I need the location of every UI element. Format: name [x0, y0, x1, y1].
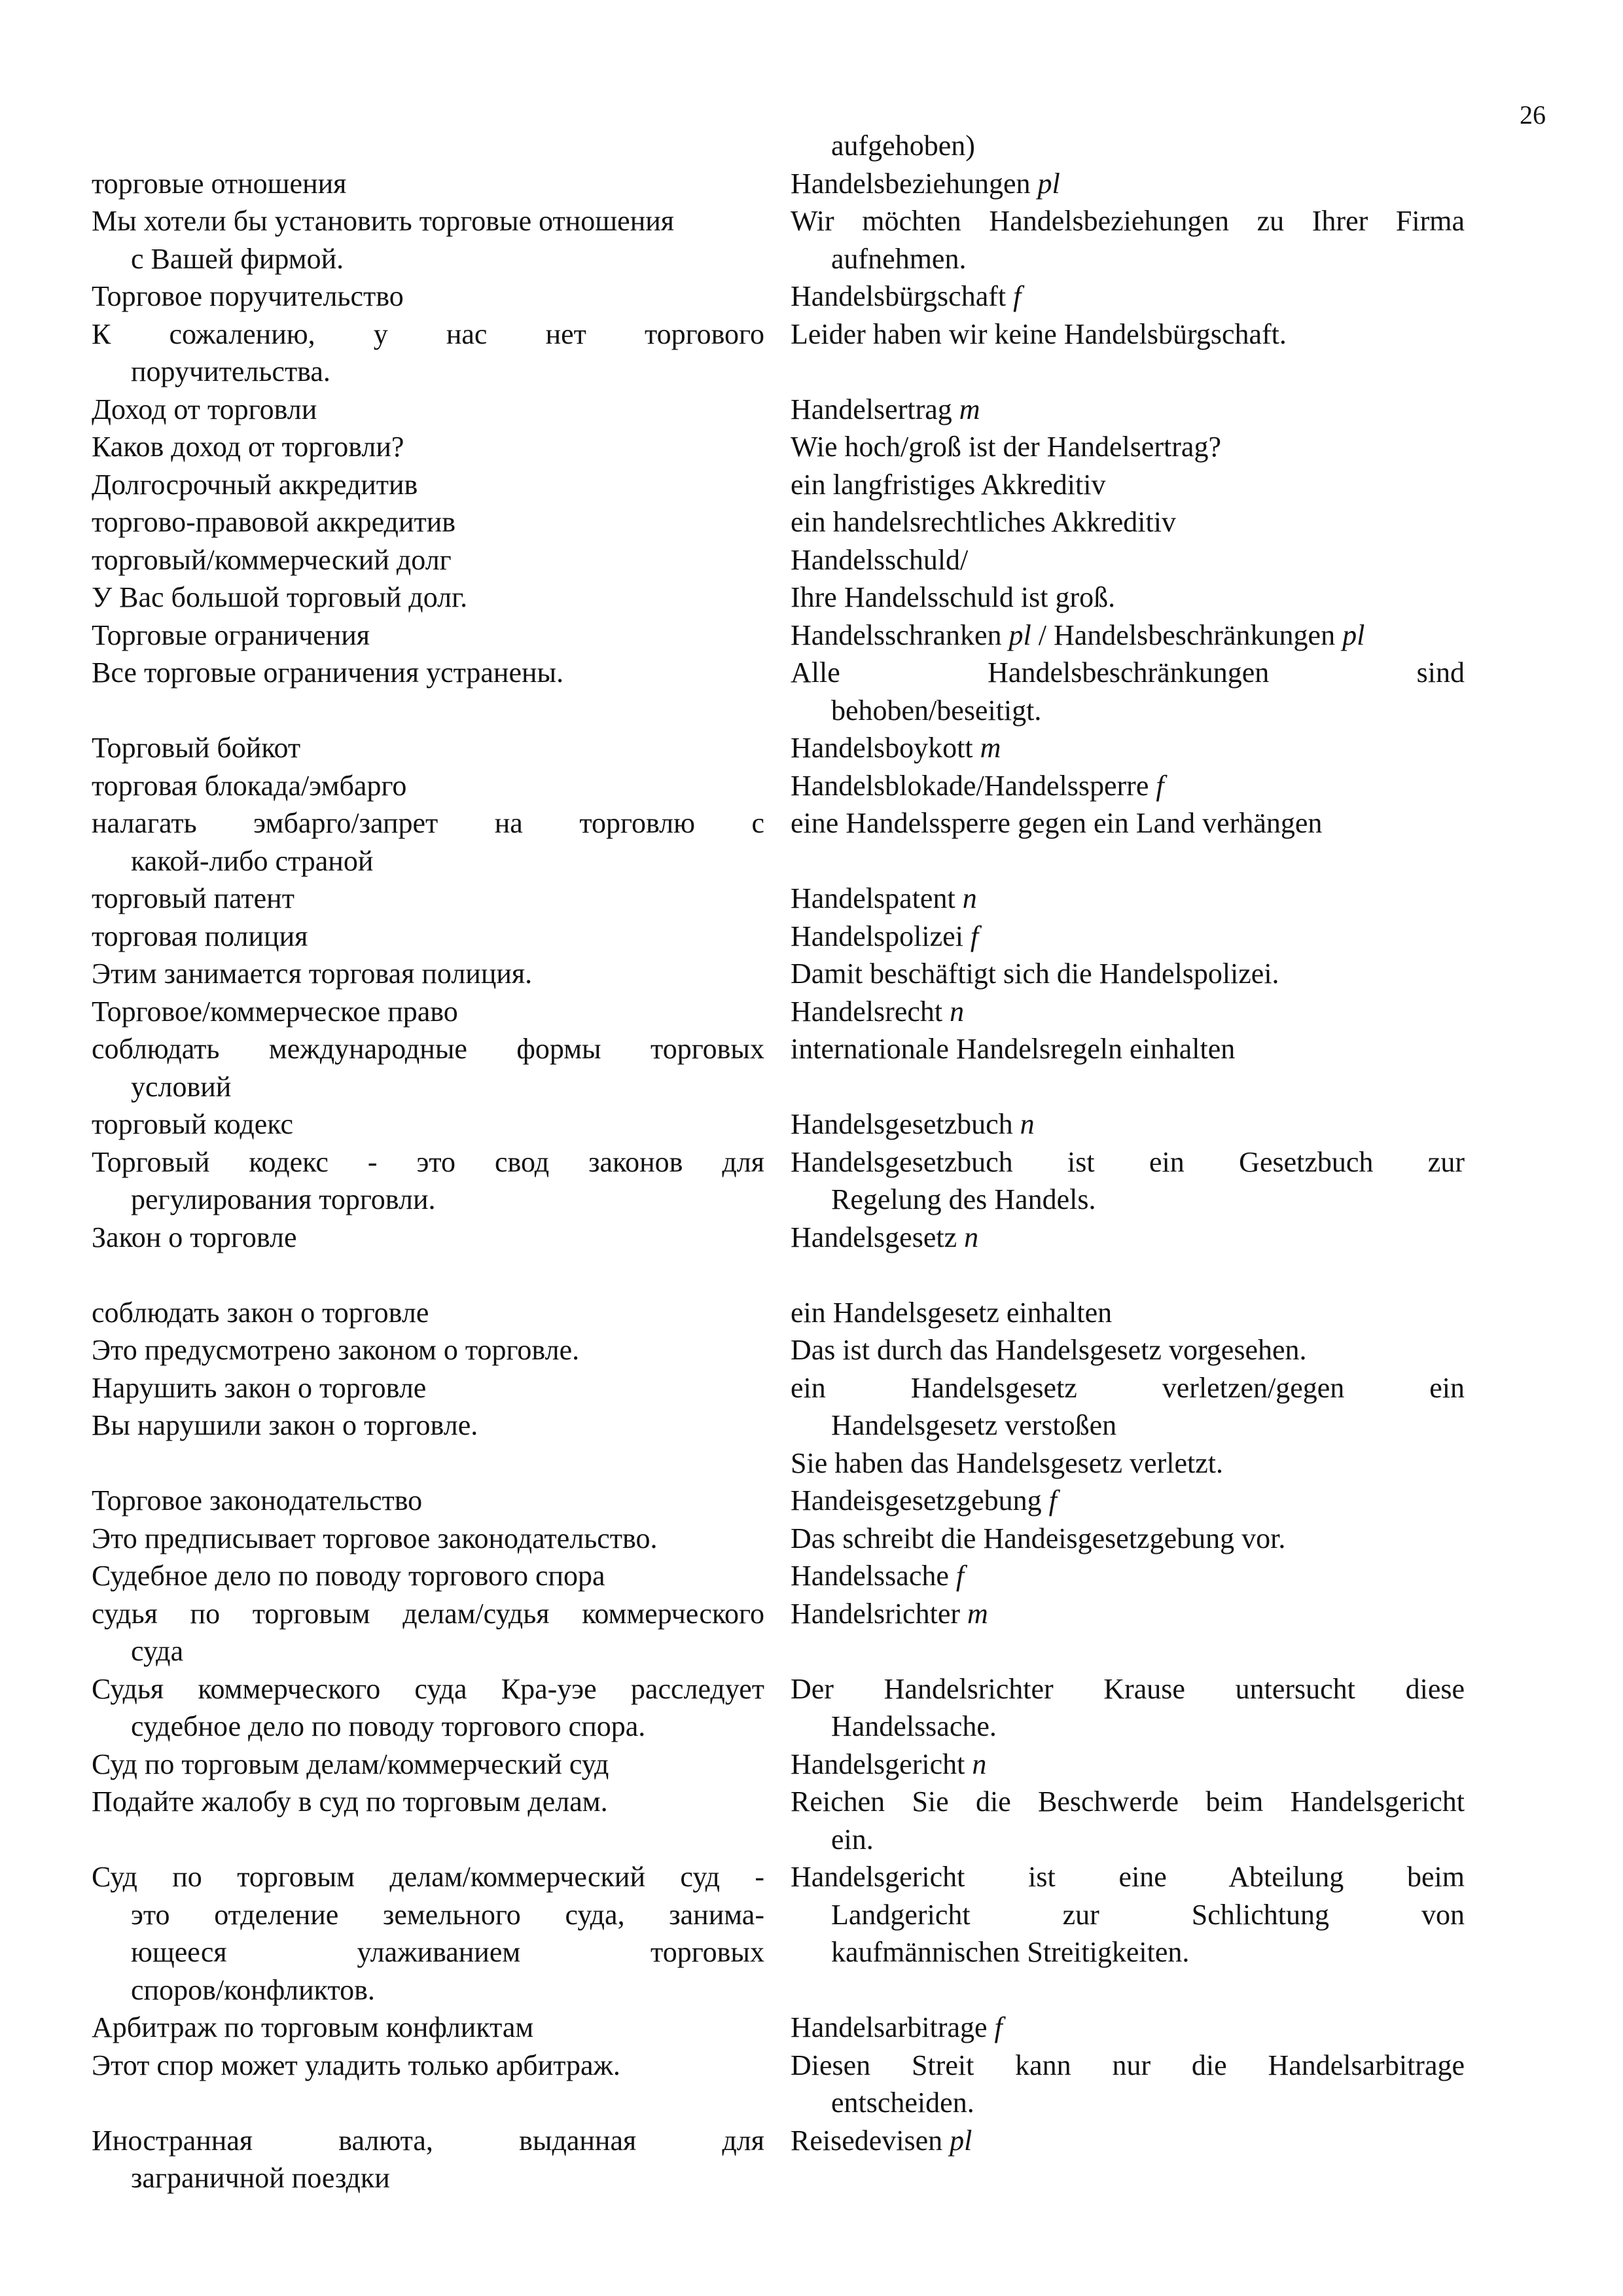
- de-entry: [791, 1030, 1465, 1068]
- de-entry: [791, 993, 1465, 1031]
- ru-entry: [92, 428, 764, 466]
- de-entry: [791, 729, 1465, 767]
- de-entry: [791, 127, 1465, 165]
- de-entry: [791, 579, 1465, 617]
- ru-term: Суд по торговым делам/коммерческий суд -: [92, 1861, 764, 1893]
- de-entry: [791, 1858, 1465, 1971]
- ru-continuation: поручительства.: [131, 355, 330, 387]
- de-entry: [791, 1294, 1465, 1332]
- de-entry: [791, 767, 1465, 805]
- ru-term: Торговое/коммерческое право: [92, 995, 458, 1028]
- de-term: Handelsarbitrage: [791, 2011, 988, 2043]
- ru-term: Этот спор может уладить только арбитраж.: [92, 2049, 620, 2081]
- de-entry: [791, 1331, 1465, 1369]
- de-entry: [791, 278, 1465, 315]
- de-term: Handelspolizei: [791, 920, 963, 952]
- ru-entry: [92, 278, 764, 315]
- ru-entry: [92, 1670, 764, 1746]
- de-term: ein Handelsgesetz verletzen/gegen ein: [791, 1371, 1465, 1404]
- de-term: Handelsbeziehungen: [791, 167, 1031, 200]
- de-term: Wie hoch/groß ist der Handelsertrag?: [791, 431, 1221, 463]
- de-entry: [791, 1520, 1465, 1558]
- de-entry: [791, 165, 1465, 203]
- de-term: Handelsgesetzbuch: [791, 1108, 1013, 1140]
- ru-entry: [92, 466, 764, 504]
- ru-entry: [92, 391, 764, 429]
- ru-entry: [92, 202, 764, 278]
- de-term: eine Handelssperre gegen ein Land verhängen: [791, 807, 1323, 839]
- de-entry: [791, 503, 1465, 541]
- de-entry: [791, 804, 1465, 842]
- de-entry: [791, 466, 1465, 504]
- ru-term: Нарушить закон о торговле: [92, 1371, 427, 1404]
- ru-term: Суд по торговым делам/коммерческий суд: [92, 1748, 609, 1780]
- de-term: Damit beschäftigt sich die Handelspolizei.: [791, 958, 1279, 990]
- de-entry: [791, 654, 1465, 729]
- ru-term: Судебное дело по поводу торгового спора: [92, 1560, 605, 1592]
- ru-continuation: регулирования торговли.: [131, 1183, 436, 1215]
- de-entry: [791, 617, 1465, 655]
- de-continuation: aufnehmen.: [831, 242, 967, 275]
- ru-continuation: заграничной поездки: [131, 2162, 390, 2194]
- ru-continuation: с Вашей фирмой.: [131, 242, 344, 275]
- grammar-marker: n: [972, 1748, 987, 1780]
- ru-continuation: ющееся улаживанием торговых: [131, 1936, 764, 1968]
- de-entry: [791, 1482, 1465, 1520]
- de-continuation: Handelsgesetz verstoßen: [831, 1409, 1117, 1441]
- de-entry: [791, 1783, 1465, 1858]
- grammar-marker: n: [962, 882, 977, 914]
- ru-term: торговые отношения: [92, 167, 347, 200]
- ru-term: Торговое законодательство: [92, 1484, 423, 1516]
- de-term: Handelsgesetzbuch ist ein Gesetzbuch zur: [791, 1145, 1465, 1178]
- grammar-marker: m: [959, 393, 980, 425]
- de-continuation: Handelssache.: [831, 1710, 997, 1742]
- de-term: Handeisgesetzgebung: [791, 1484, 1042, 1516]
- de-term: Handelsrichter: [791, 1597, 960, 1630]
- de-entry: [791, 918, 1465, 956]
- ru-entry: [92, 165, 764, 203]
- grammar-marker: pl: [1342, 619, 1365, 651]
- ru-term: Доход от торговли: [92, 393, 317, 425]
- ru-continuation: это отделение земельного суда, занима-: [131, 1898, 764, 1931]
- ru-entry: [92, 955, 764, 993]
- de-entry: [791, 880, 1465, 918]
- ru-entry: [92, 1746, 764, 1784]
- de-term: Wir möchten Handelsbeziehungen zu Ihrer Firma: [791, 205, 1465, 237]
- ru-term: судья по торговым делам/судья коммерческого: [92, 1597, 764, 1630]
- grammar-marker: n: [950, 995, 965, 1028]
- de-term: ein langfristiges Akkreditiv: [791, 468, 1106, 501]
- ru-entry: [92, 729, 764, 767]
- ru-term: Это предписывает торговое законодательство.: [92, 1522, 658, 1554]
- de-term: Handelsgericht: [791, 1748, 965, 1780]
- de-term: Sie haben das Handelsgesetz verletzt.: [791, 1446, 1223, 1479]
- ru-term: соблюдать международные формы торговых: [92, 1033, 764, 1065]
- de-term: Handelsboykott: [791, 732, 973, 764]
- ru-continuation: какой-либо страной: [131, 844, 374, 877]
- de-entry: [791, 1444, 1465, 1482]
- ru-continuation: судебное дело по поводу торгового спора.: [131, 1710, 646, 1742]
- ru-entry: [92, 918, 764, 956]
- de-continuation: Landgericht zur Schlichtung von: [831, 1898, 1465, 1931]
- ru-entry: [92, 1294, 764, 1332]
- ru-term: торговая блокада/эмбарго: [92, 769, 407, 802]
- de-entry: [791, 428, 1465, 466]
- de-entry: [791, 1143, 1465, 1219]
- ru-term: У Вас большой торговый долг.: [92, 581, 468, 613]
- de-term: Ihre Handelsschuld ist groß.: [791, 581, 1116, 613]
- de-entry: [791, 1746, 1465, 1784]
- ru-term: торговый патент: [92, 882, 294, 914]
- ru-term: налагать эмбарго/запрет на торговлю с: [92, 807, 764, 839]
- ru-entry: [92, 1858, 764, 2009]
- ru-term: торговый/коммерческий долг: [92, 543, 452, 576]
- grammar-marker: pl: [1037, 167, 1060, 200]
- grammar-marker: n: [964, 1221, 979, 1253]
- de-term: Handelspatent: [791, 882, 955, 914]
- ru-term: Каков доход от торговли?: [92, 431, 404, 463]
- ru-term: Торговое поручительство: [92, 280, 404, 312]
- ru-term: Торговые ограничения: [92, 619, 370, 651]
- de-term: Der Handelsrichter Krause untersucht diese: [791, 1672, 1465, 1705]
- ru-entry: [92, 993, 764, 1031]
- ru-term: Торговый бойкот: [92, 732, 301, 764]
- ru-entry: [92, 315, 764, 391]
- ru-entry: [92, 1030, 764, 1105]
- ru-entry: [92, 1482, 764, 1520]
- ru-entry: [92, 1143, 764, 1219]
- grammar-marker: m: [980, 732, 1001, 764]
- ru-entry: [92, 1407, 764, 1444]
- de-term: ein handelsrechtliches Akkreditiv: [791, 506, 1176, 538]
- grammar-marker: f: [994, 2011, 1003, 2043]
- de-continuation: Regelung des Handels.: [831, 1183, 1096, 1215]
- ru-entry: [92, 541, 764, 579]
- ru-entry: [92, 654, 764, 692]
- ru-term: Судья коммерческого суда Кра-уэе расследует: [92, 1672, 764, 1705]
- de-entry: [791, 955, 1465, 993]
- grammar-marker: pl: [950, 2124, 972, 2157]
- de-entry: [791, 541, 1465, 579]
- de-term: Handelsrecht: [791, 995, 943, 1028]
- grammar-marker: f: [1013, 280, 1022, 312]
- ru-term: торговая полиция: [92, 920, 308, 952]
- de-entry: [791, 2009, 1465, 2047]
- de-term: Diesen Streit kann nur die Handelsarbitrage: [791, 2049, 1465, 2081]
- de-term: Handelsschranken: [791, 619, 1002, 651]
- de-term: Handelsertrag: [791, 393, 952, 425]
- ru-entry: [92, 2047, 764, 2085]
- de-term: Reichen Sie die Beschwerde beim Handelsgericht: [791, 1785, 1465, 1818]
- de-continuation: entscheiden.: [831, 2087, 974, 2119]
- de-entry: [791, 1670, 1465, 1746]
- ru-term: К сожалению, у нас нет торгового: [92, 317, 764, 350]
- de-term: Reisedevisen: [791, 2124, 943, 2157]
- ru-term: Вы нарушили закон о торговле.: [92, 1409, 478, 1441]
- ru-term: Подайте жалобу в суд по торговым делам.: [92, 1785, 608, 1818]
- de-entry: [791, 1219, 1465, 1257]
- de-term: Das schreibt die Handeisgesetzgebung vor.: [791, 1522, 1286, 1554]
- de-term: internationale Handelsregeln einhalten: [791, 1033, 1236, 1065]
- grammar-marker: f: [970, 920, 979, 952]
- de-term: ein Handelsgesetz einhalten: [791, 1296, 1113, 1329]
- ru-entry: [92, 1595, 764, 1670]
- grammar-marker: pl: [1008, 619, 1031, 651]
- grammar-marker: f: [1156, 769, 1164, 802]
- ru-term: Долгосрочный аккредитив: [92, 468, 418, 501]
- ru-entry: [92, 1520, 764, 1558]
- ru-term: Это предусмотрено законом о торговле.: [92, 1334, 580, 1366]
- de-entry: [791, 1369, 1465, 1444]
- ru-term: Закон о торговле: [92, 1221, 297, 1253]
- de-entry: [791, 2047, 1465, 2122]
- ru-term: Мы хотели бы установить торговые отношения: [92, 205, 675, 237]
- de-continuation: kaufmännischen Streitigkeiten.: [831, 1936, 1190, 1968]
- ru-continuation: суда: [131, 1635, 184, 1667]
- de-entry: [791, 202, 1465, 278]
- ru-entry: [92, 1783, 764, 1821]
- ru-entry: [92, 1331, 764, 1369]
- de-entry: [791, 1595, 1465, 1633]
- ru-term: Торговый кодекс - это свод законов для: [92, 1145, 764, 1178]
- ru-entry: [92, 1369, 764, 1407]
- ru-term: Иностранная валюта, выданная для: [92, 2124, 764, 2157]
- grammar-marker: f: [955, 1560, 965, 1592]
- ru-entry: [92, 2009, 764, 2047]
- ru-term: Арбитраж по торговым конфликтам: [92, 2011, 534, 2043]
- de-term: Handelsblokade/Handelssperre: [791, 769, 1149, 802]
- ru-entry: [92, 503, 764, 541]
- ru-entry: [92, 1557, 764, 1595]
- de-term: Das ist durch das Handelsgesetz vorgesehen.: [791, 1334, 1307, 1366]
- de-continuation: ein.: [831, 1823, 874, 1856]
- ru-entry: [92, 579, 764, 617]
- de-continuation: behoben/beseitigt.: [831, 694, 1042, 726]
- ru-entry: [92, 804, 764, 880]
- de-term: Handelsbürgschaft: [791, 280, 1007, 312]
- ru-entry: [92, 617, 764, 655]
- de-term: Alle Handelsbeschränkungen sind: [791, 656, 1465, 689]
- grammar-marker: m: [967, 1597, 988, 1630]
- de-entry: [791, 2122, 1465, 2160]
- de-continuation: aufgehoben): [831, 130, 975, 162]
- de-term: Handelsschuld/: [791, 543, 969, 576]
- ru-entry: [92, 880, 764, 918]
- ru-term: Этим занимается торговая полиция.: [92, 958, 533, 990]
- de-term: Handelsgericht ist eine Abteilung beim: [791, 1861, 1465, 1893]
- de-entry: [791, 1105, 1465, 1143]
- ru-term: торгово-правовой аккредитив: [92, 506, 456, 538]
- ru-continuation: условий: [131, 1070, 232, 1103]
- ru-entry: [92, 1105, 764, 1143]
- ru-entry: [92, 767, 764, 805]
- ru-term: соблюдать закон о торговле: [92, 1296, 429, 1329]
- ru-term: Все торговые ограничения устранены.: [92, 656, 564, 689]
- de-entry: [791, 391, 1465, 429]
- ru-term: торговый кодекс: [92, 1108, 294, 1140]
- de-entry: [791, 315, 1465, 353]
- de-term: Leider haben wir keine Handelsbürgschaft.: [791, 317, 1287, 350]
- ru-entry: [92, 1219, 764, 1257]
- grammar-marker: n: [1020, 1108, 1035, 1140]
- de-entry: [791, 1557, 1465, 1595]
- page-number: 26: [1520, 100, 1546, 130]
- ru-continuation: споров/конфликтов.: [131, 1973, 375, 2006]
- grammar-marker: f: [1048, 1484, 1057, 1516]
- de-term: Handelssache: [791, 1560, 949, 1592]
- de-term: Handelsgesetz: [791, 1221, 957, 1253]
- ru-entry: [92, 2122, 764, 2197]
- de-term-alt: / Handelsbeschränkungen: [1031, 619, 1336, 651]
